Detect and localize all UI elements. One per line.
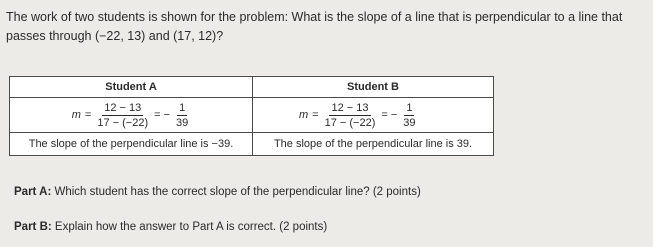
student-b-header: Student B xyxy=(253,77,494,98)
slope-variable: m xyxy=(299,109,309,121)
part-b-prompt xyxy=(14,221,327,233)
conclusion-row xyxy=(10,133,494,156)
slope-equation xyxy=(72,102,191,129)
result-denominator: 39 xyxy=(403,116,416,129)
result-denominator: 39 xyxy=(176,116,189,129)
question-text: The work of two students is shown for the problem: What is the slope of a line that is perpendicular to a line that passes through (−22, 13) and (17, 12)? xyxy=(6,10,623,43)
fraction-denominator: 17 − (−22) xyxy=(97,116,149,129)
table-header-row xyxy=(10,77,494,98)
student-work-table xyxy=(9,76,494,156)
slope-equation xyxy=(299,102,418,129)
slope-work-row xyxy=(10,98,494,133)
student-b-conclusion: The slope of the perpendicular line is 39. xyxy=(253,133,494,156)
student-a-work xyxy=(10,98,253,133)
rise-over-run-fraction xyxy=(323,102,378,129)
equals-negative: = − xyxy=(381,109,398,121)
equals-sign: = xyxy=(84,109,92,121)
student-a-header: Student A xyxy=(10,77,253,98)
part-a-prompt xyxy=(14,186,421,198)
part-a-text: Which student has the correct slope of the perpendicular line? (2 points) xyxy=(54,186,421,198)
result-fraction xyxy=(401,102,417,129)
slope-variable: m xyxy=(71,109,81,121)
part-b-text: Explain how the answer to Part A is correct. (2 points) xyxy=(54,221,328,233)
equals-negative: = − xyxy=(154,109,171,121)
fraction-denominator: 17 − (−22) xyxy=(324,116,376,129)
rise-over-run-fraction xyxy=(95,102,150,129)
result-fraction xyxy=(174,102,190,129)
fraction-numerator: 12 − 13 xyxy=(104,101,142,114)
student-b-work xyxy=(253,98,494,133)
part-b-label: Part B: xyxy=(14,221,52,233)
result-numerator: 1 xyxy=(406,101,413,114)
fraction-numerator: 12 − 13 xyxy=(331,101,369,114)
equals-sign: = xyxy=(312,109,319,121)
student-a-conclusion: The slope of the perpendicular line is −39. xyxy=(10,133,253,156)
part-a-label: Part A: xyxy=(14,186,52,198)
result-numerator: 1 xyxy=(179,101,186,114)
